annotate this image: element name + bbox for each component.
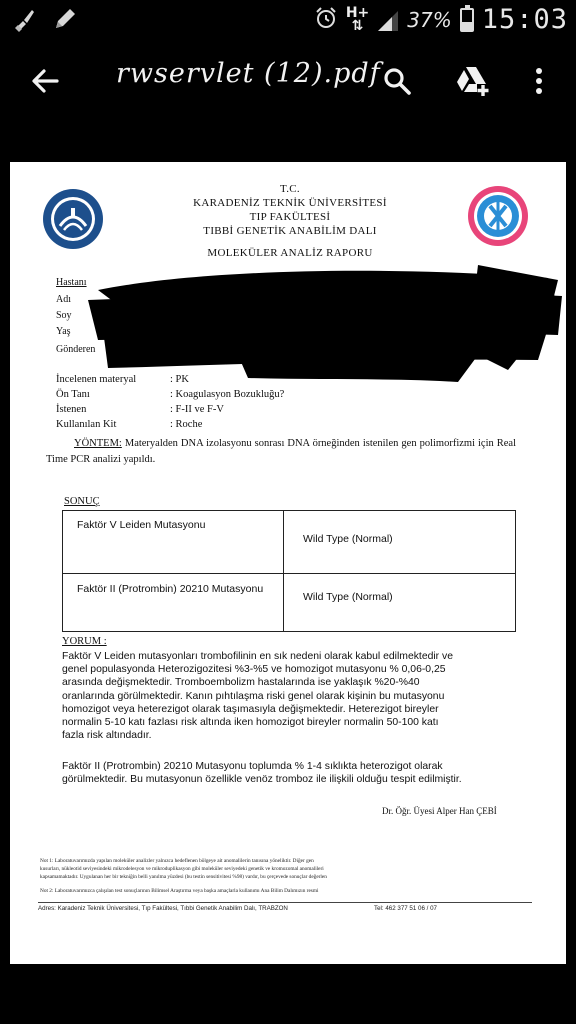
footer-phone: Tel: 462 377 51 06 / 07 [374,905,437,912]
footer-address: Adres: Karadeniz Teknik Üniversitesi, Tıp Fakültesi, Tıbbi Genetik Anabilim Dalı, TRABZON [38,905,288,912]
back-arrow-icon [30,66,60,96]
broom-icon [12,6,38,37]
network-type [345,4,370,34]
status-bar [0,0,576,40]
interp-line: Faktör II (Protrombin) 20210 Mutasyonu toplumda % 1-4 sıklıkta heterozigot olarak [62,761,443,772]
interp-line: fazla risk altındadır. [62,730,152,742]
battery-icon [460,8,474,32]
interp-line: normalin 5-10 katı fazlası risk altında iken homozigot bireyler normalin 50-100 katı [62,717,439,729]
interp-line: homozigot veya heterezigot olarak taşımasıyla değişmektedir. Heterezigot bireyler [62,703,439,715]
prediagnosis-value: : Koagulasyon Bozukluğu? [170,389,285,400]
interp-line: genel populasyonda Heterozigozitesi %3-%5 ve homozigot mutasyonu % 0,06-0,25 [62,664,446,676]
method-text: Materyalden DNA izolasyonu sonrası DNA örneğinden istenilen gen polimorfizmi için Real Time PCR analizi yapıldı. [46,438,517,465]
redaction-scribble [78,260,564,388]
interpretation-paragraph-1 [62,650,522,742]
interp-line: arasında değişmektedir. Tromboembolizm hastalarında ise yaklaşık %20-%40 [62,677,420,689]
material-value: : PK [170,374,189,385]
search-button[interactable] [374,58,420,104]
notification-icons [12,6,78,37]
interpretation-paragraph-2 [62,760,522,786]
interp-line: Faktör V Leiden mutasyonları trombofilinin en sık nedeni olarak kabul edilmektedir ve [62,651,454,662]
result-row-1-test: Faktör V Leiden Mutasyonu [77,519,206,531]
app-bar [0,40,576,120]
method-label: YÖNTEM: [74,438,122,449]
patient-age-label: Yaş [56,326,71,337]
clock: 15:03 [481,4,568,35]
network-type-label: H+ [345,4,370,21]
interpretation-label: YORUM : [62,636,107,647]
method-paragraph [46,436,516,468]
header-tc: T.C. [280,183,300,195]
header-faculty: TIP FAKÜLTESİ [249,211,331,223]
kit-value: : Roche [170,419,203,430]
footer-divider [38,902,532,903]
result-row-1-value: Wild Type (Normal) [303,533,393,545]
more-options-button[interactable] [516,58,562,104]
requested-label: İstenen [56,404,87,415]
report-title: MOLEKÜLER ANALİZ RAPORU [207,247,373,259]
search-icon [382,66,412,96]
prediagnosis-label: Ön Tanı [56,389,90,400]
result-row-2-value: Wild Type (Normal) [303,591,393,603]
more-vert-icon [534,66,544,96]
header-department: TIBBİ GENETİK ANABİLİM DALI [203,225,377,237]
result-row-2-test: Faktör II (Protrombin) 20210 Mutasyonu [77,583,264,595]
pdf-page[interactable] [10,162,566,964]
note-line: kapsamamaktadır. Uygulanan her bir tekniğin belli yanılma yüzdesi (bu testin sensitivitesi %98) vardır, bu çerçevede sonuçlar değerlen [40,874,327,880]
pencil-icon [52,6,78,37]
result-table [62,510,516,632]
interp-line: oranlarında görülmektedir. Kanın pıhtılaşma riski genel olarak kişinin bu mutasyonu [62,690,445,702]
patient-name-label: Adı [56,294,71,305]
ktu-university-logo [42,188,104,250]
document-title: rwservlet (12).pdf [116,58,381,89]
battery-percent: 37% [407,7,452,32]
interp-line: görülmektedir. Bu mutasyonun özellikle venöz tromboz ile ilişkili olduğu tespit edilmiştir. [62,774,462,786]
note-line: Not 2: Laboratuvarımızca çalışılan test sonuçlarının Bilimsel Araştırma veya başka amaçlarla kullanımı Ana Bilim Dalımızın resmi [40,888,319,894]
add-to-drive-button[interactable] [450,58,496,104]
note-line: kusurları, nükleotid seviyesindeki mikrodelesyon ve mikroduplikasyon gibi moleküler seviyedeki genetik ve kromozomal anomalileri [40,866,324,872]
data-arrows-icon: ⇅ [351,17,364,34]
header-university: KARADENİZ TEKNİK ÜNİVERSİTESİ [193,197,387,209]
drive-add-icon [455,65,491,97]
note-line: Not 1: Laboratuvarımızda yapılan moleküler analizler yalnızca hedeflenen bölgeye ait anomalilerin tanısına yöneliktir. Diğer gen [40,858,314,864]
signature: Dr. Öğr. Üyesi Alper Han ÇEBİ [382,806,497,816]
alarm-icon [314,6,338,34]
requested-value: : F-II ve F-V [170,404,224,415]
system-icons [314,4,568,35]
battery-level [462,22,472,29]
patient-section-label: Hastanı [56,277,87,288]
result-label: SONUÇ [64,496,100,507]
sender-label: Gönderen [56,344,96,355]
kit-label: Kullanılan Kit [56,419,117,430]
patient-surname-label: Soy [56,310,72,321]
signal-icon [377,8,399,32]
material-label: İncelenen materyal [56,374,137,385]
medical-faculty-logo [466,184,530,248]
pdf-viewer[interactable] [0,120,576,1024]
back-button[interactable] [22,58,68,104]
